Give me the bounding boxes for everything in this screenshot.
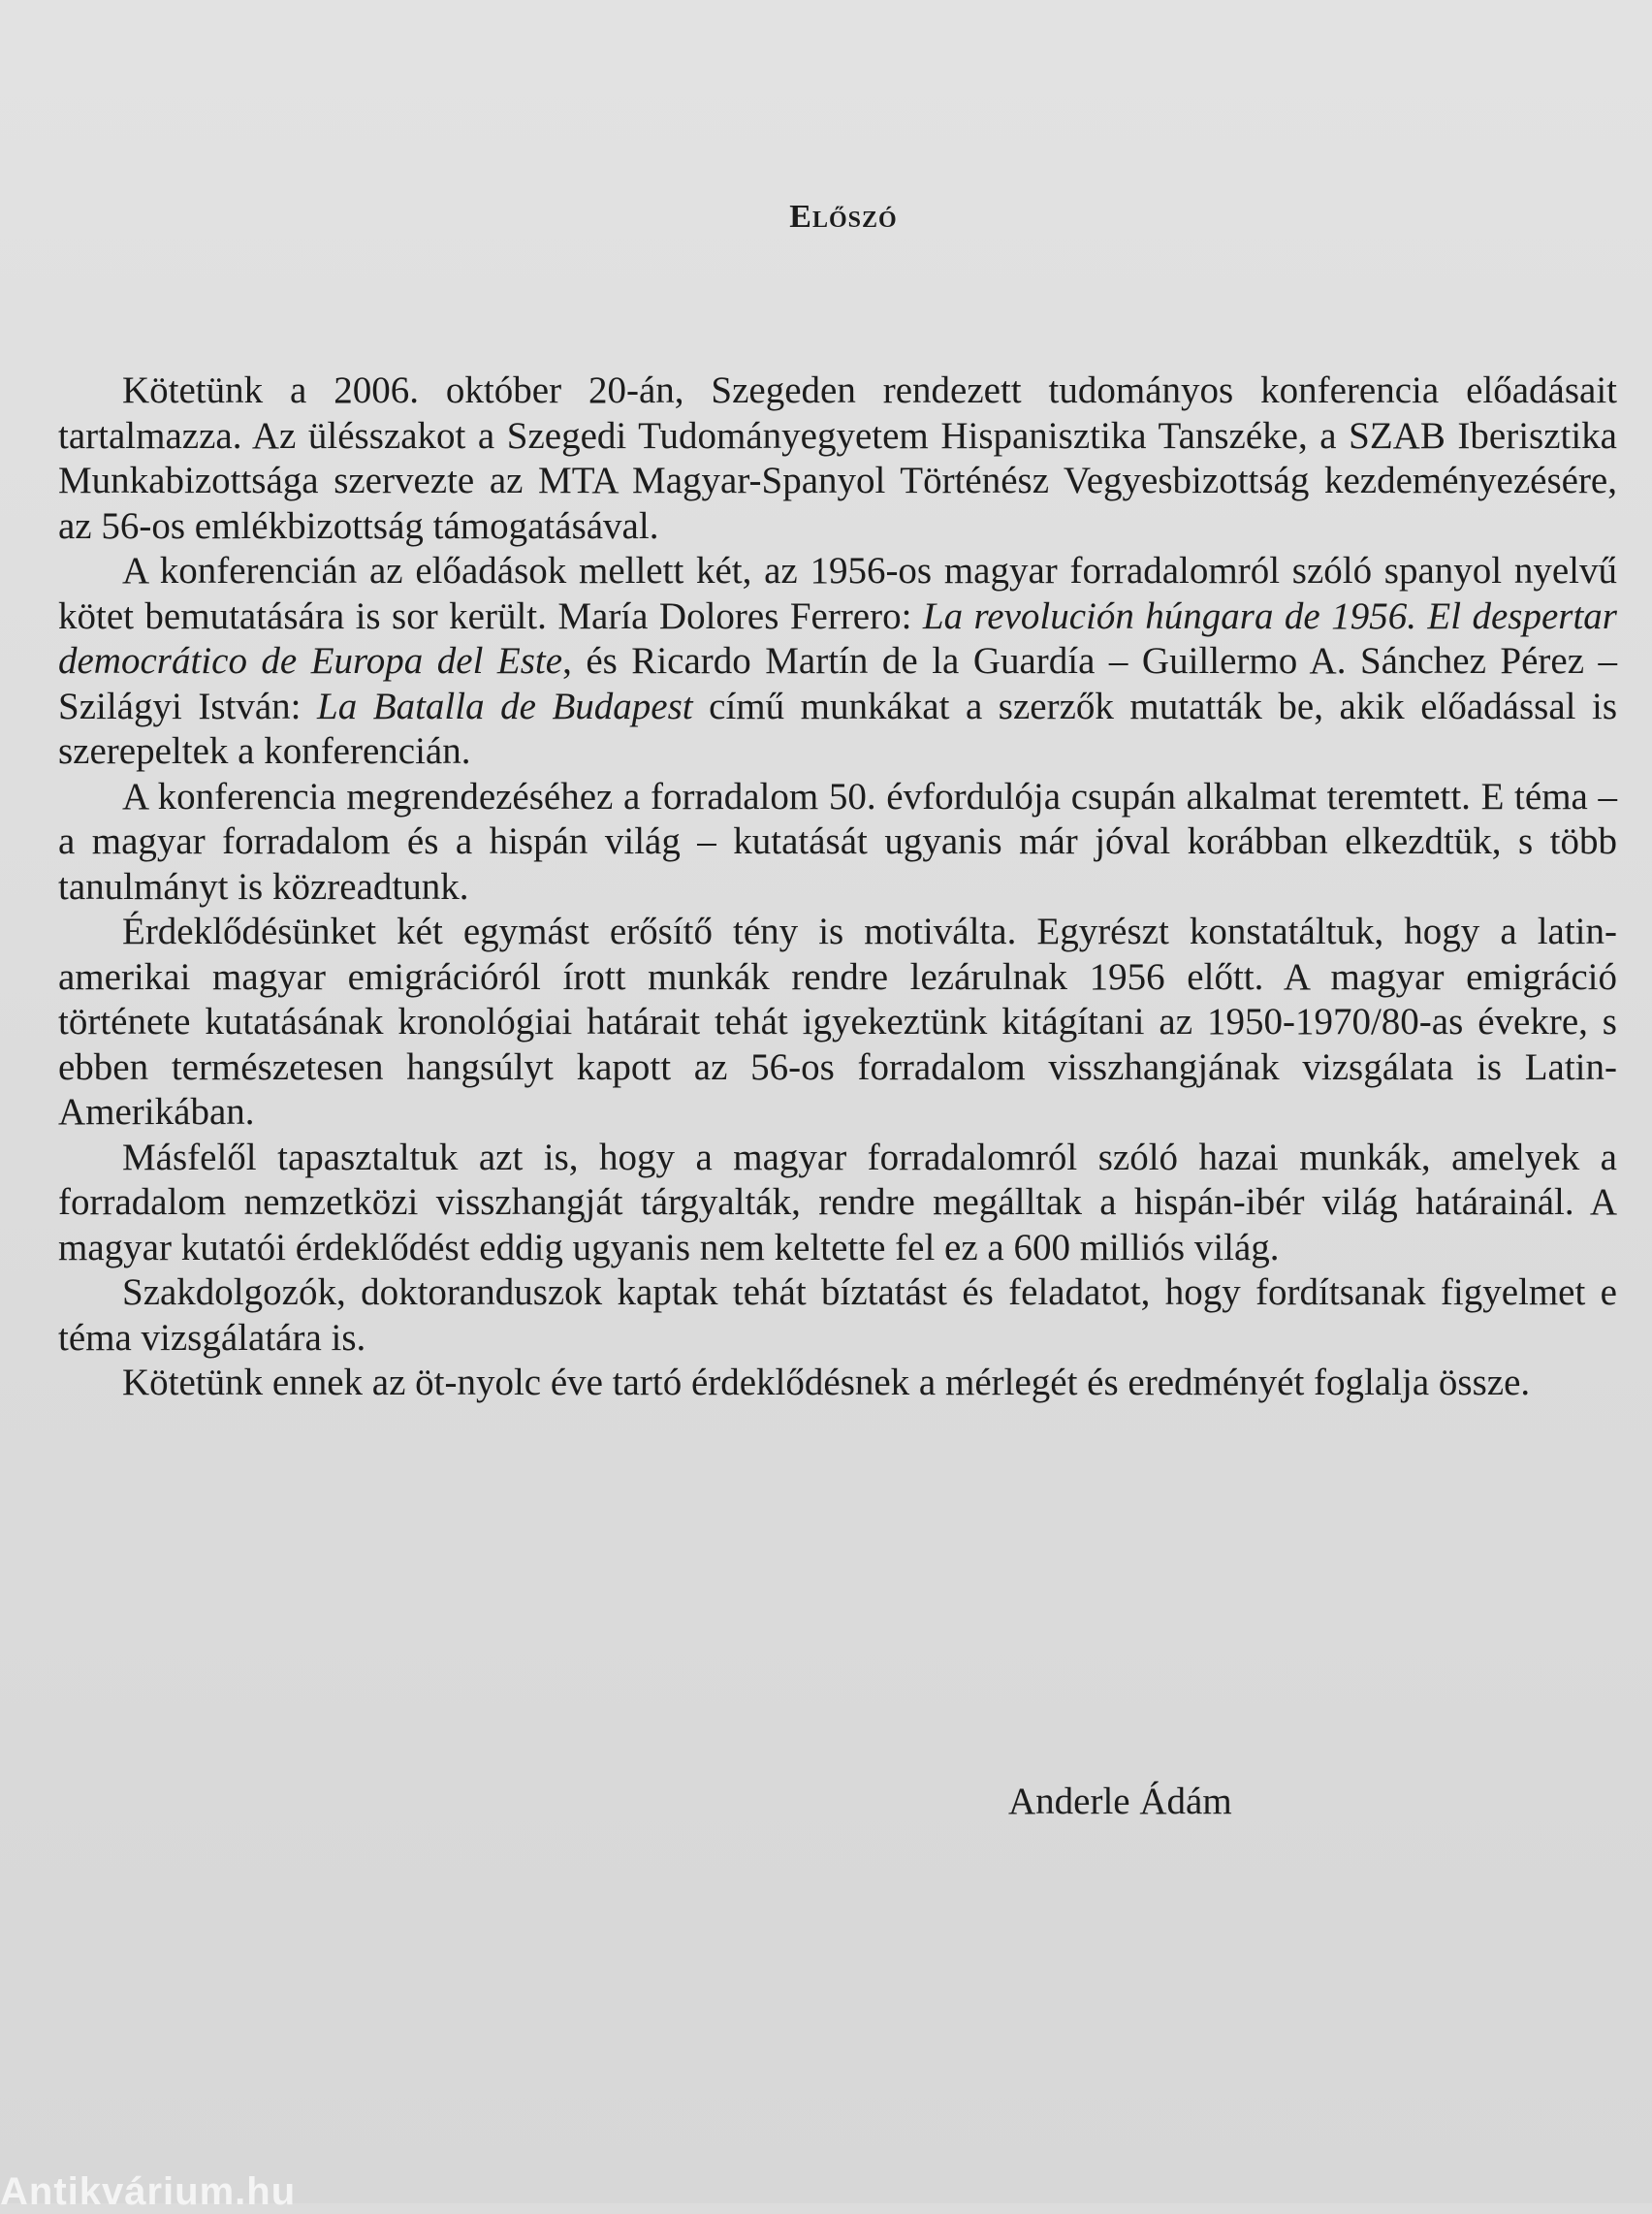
paragraph-text: Szakdolgozók, doktoranduszok kaptak tehát bíztatást és feladatot, hogy fordítsanak figyelmet e téma vizsgálatára is.	[58, 1271, 1617, 1359]
paragraph-2	[58, 549, 1617, 775]
paragraph-text: Kötetünk ennek az öt-nyolc éve tartó érdeklődésnek a mérlegét és eredményét foglalja össze.	[122, 1362, 1531, 1403]
paragraph-1	[58, 369, 1617, 549]
watermark-text: Antikvárium.hu	[0, 2170, 297, 2213]
paragraph-7	[58, 1361, 1617, 1406]
paragraph-3	[58, 775, 1617, 911]
body-text	[58, 369, 1617, 1406]
author-signature: Anderle Ádám	[1008, 1781, 1232, 1822]
paragraph-5	[58, 1136, 1617, 1271]
paragraph-text: című munkákat a szerzők mutatták be, akik előadással is szerepeltek a konferencián.	[58, 685, 1618, 772]
paragraph-4	[58, 910, 1617, 1136]
paragraph-text: , és Ricardo Martín de la Guardía – Guillermo A. Sánchez Pérez – Szilágyi István:	[58, 640, 1617, 727]
paragraph-text: Másfelől tapasztaltuk azt is, hogy a magyar forradalomról szóló hazai munkák, amelyek a forradalom nemzetközi visszhangját tárgyalták, rendre megálltak a hispán-ibér világ határainál. A magyar kutatói érdeklődést eddig ugyanis nem keltette fel ez a 600 milliós világ.	[58, 1136, 1617, 1268]
paragraph-text: A konferencia megrendezéséhez a forradalom 50. évfordulója csupán alkalmat teremtett. E téma – a magyar forradalom és a hispán világ – kutatását ugyanis már jóval korábban elkezdtük, s több tanulmányt is közreadtunk.	[58, 775, 1617, 908]
page-title: Előszó	[789, 199, 898, 235]
paragraph-text: Érdeklődésünket két egymást erősítő tény is motiválta. Egyrészt konstatáltuk, hogy a latin-amerikai magyar emigrációról írott munkák rendre lezárulnak 1956 előtt. A magyar emigráció története kutatásának kronológiai határait tehát igyekeztünk kitágítani az 1950-1970/80-as évekre, s ebben természetesen hangsúlyt kapott az 56-os forradalom visszhangjának vizsgálata is Latin-Amerikában.	[58, 911, 1617, 1133]
book-title-text: La Batalla de Budapest	[317, 685, 693, 727]
paragraph-6	[58, 1270, 1617, 1361]
book-title-text: La revolución húngara de 1956. El despertar democrático de Europa del Este	[58, 594, 1617, 682]
paragraph-text: A konferencián az előadások mellett két, az 1956-os magyar forradalomról szóló spanyol nyelvű kötet bemutatására is sor került. María Dolores Ferrero:	[58, 550, 1617, 637]
paragraph-text: Kötetünk a 2006. október 20-án, Szegeden rendezett tudományos konferencia előadásait tartalmazza. Az ülésszakot a Szegedi Tudományegyetem Hispanisztika Tanszéke, a SZAB Iberisztika Munkabizottsága szervezte az MTA Magyar-Spanyol Történész Vegyesbizottság kezdeményezésére, az 56-os emlékbizottság támogatásával.	[58, 369, 1617, 547]
